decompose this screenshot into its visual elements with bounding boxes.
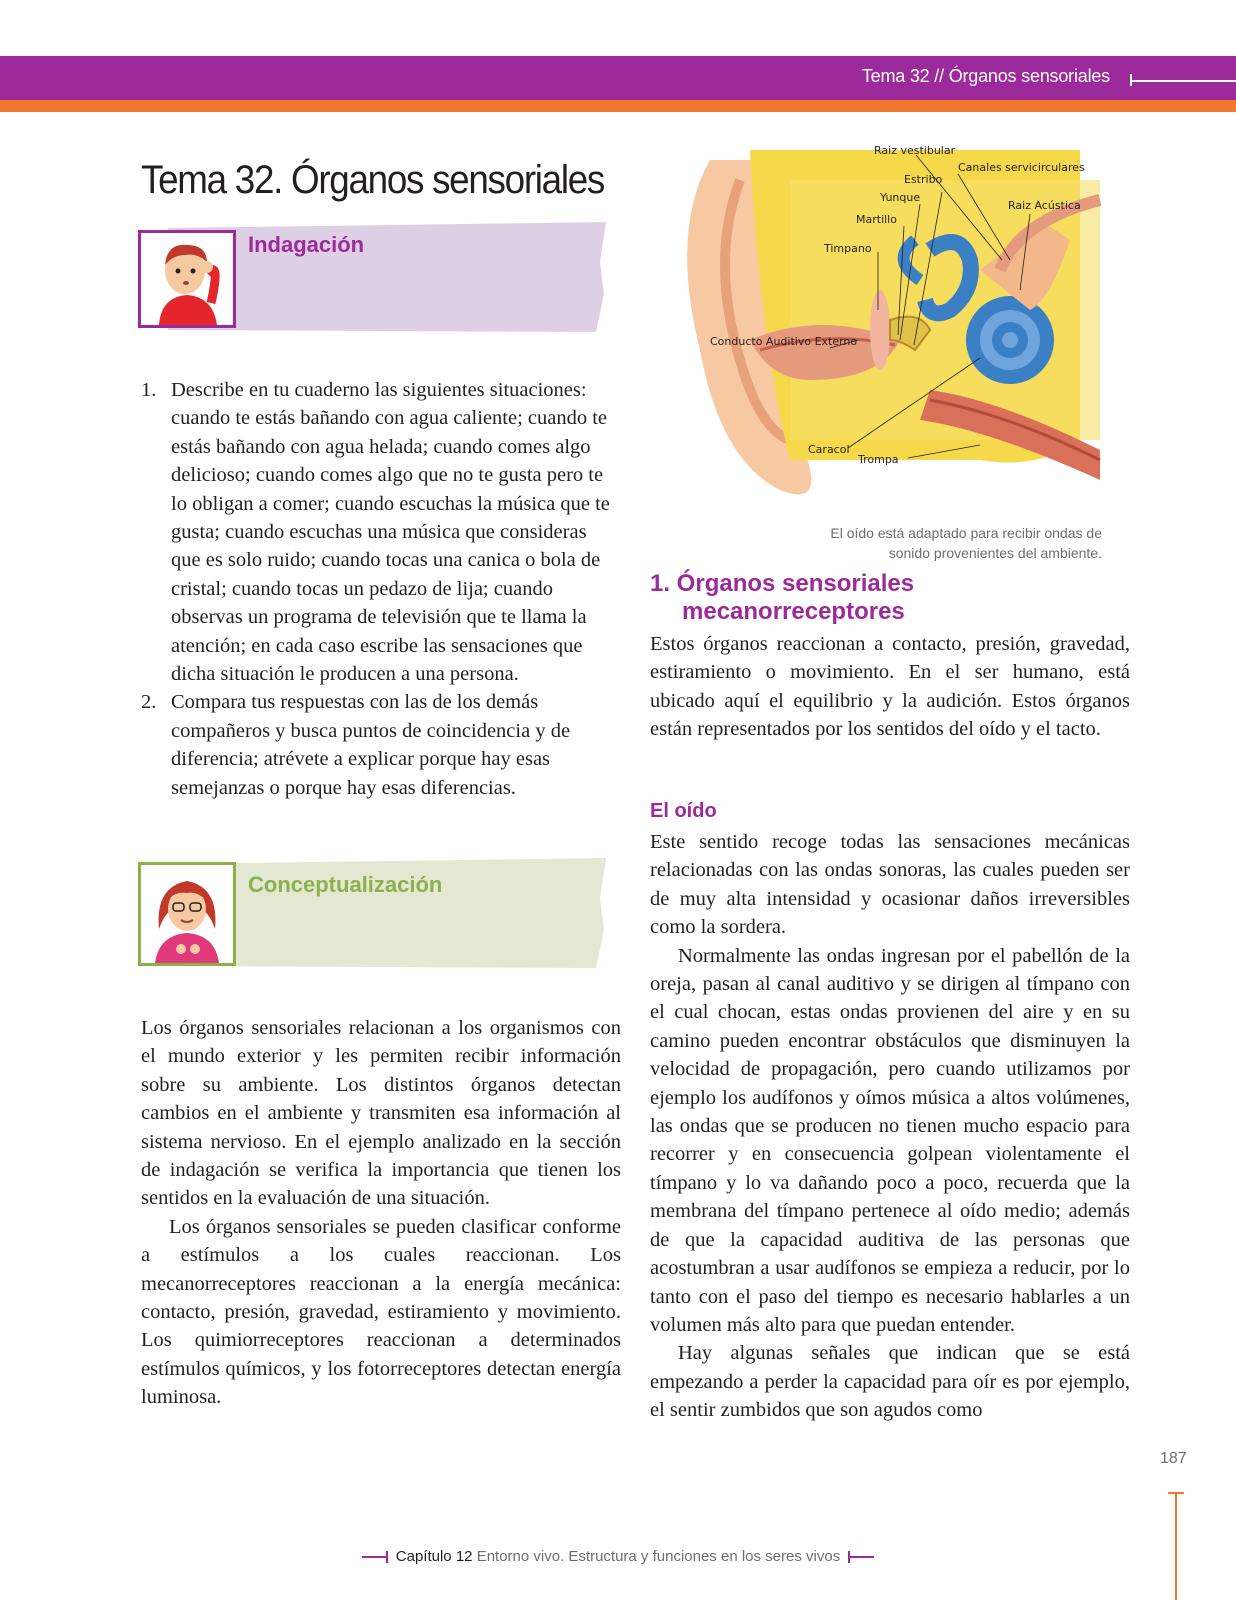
paragraph: Normalmente las ondas ingresan por el pabellón de la oreja, pasan al canal auditivo y se dirigen al tímpano con el cual chocan, estas ondas provienen del aire y en su camino pueden encontrar obstáculos que disminuyen la velocidad de propagación, pero cuando utilizamos por ejemplo los audífonos y oímos música a altos volúmenes, las ondas que se producen no tienen mucho espacio para recorrer y en consecuencia golpean violentamente el tímpano y lo va dañando poco a poco, recuerda que la membrana del tímpano pertenece al oído medio; además de que la capacidad auditiva de las personas que acostumbran a usar audífonos se empieza a reducir, por lo tanto con el paso del tiempo es necesario hablarles a un volumen más alto para que puedan entender. xyxy=(650,944,1130,1336)
label-timpano: Timpano xyxy=(824,242,872,255)
page-footer xyxy=(0,1548,1236,1565)
header-rule xyxy=(1130,80,1236,82)
label-caracol: Caracol xyxy=(808,443,850,456)
indagacion-label: Indagación xyxy=(248,232,365,257)
footer-chapter: Capítulo 12 xyxy=(395,1548,473,1565)
label-canales: Canales servicirculares xyxy=(958,161,1085,174)
footer-rule-right xyxy=(848,1556,874,1558)
figure-caption: El oído está adaptado para recibir ondas de sonido provenientes del ambiente. xyxy=(830,525,1102,561)
indagacion-panel xyxy=(138,222,608,332)
paragraph: Los órganos sensoriales relacionan a los organismos con el mundo exterior y les permiten recibir información sobre su ambiente. Los distintos órganos detectan cambios en el ambiente y transmiten esa información al sistema nervioso. En el ejemplo analizado en la sección de indagación se verifica la importancia que tienen los sentidos en la evaluación de una situación. xyxy=(141,1017,621,1210)
footer-chapter-title: Entorno vivo. Estructura y funciones en los seres vivos xyxy=(476,1548,841,1565)
header-orange-stripe xyxy=(0,100,1236,112)
oido-text xyxy=(650,828,1130,1425)
section-heading: 1. Órganos sensoriales mecanorreceptores xyxy=(650,570,915,625)
list-item: 1. Describe en tu cuaderno las siguientes situaciones: cuando te estás bañando con agua caliente; cuando te estás bañando con agua helada; cuando comes algo delicioso; cuando comes algo que no te gusta pero te lo obligan a comer; cuando escuchas la música que te gusta; cuando escuchas una música que consideras que es solo ruido; cuando tocas una canica o bola de cristal; cuando tocas un pedazo de lija; cuando observas un programa de televisión que te llama la atención; en cada caso escribe las sensaciones que dicha situación le producen a una persona. xyxy=(141,379,610,686)
ear-anatomy-figure xyxy=(680,140,1110,520)
conceptualizacion-avatar xyxy=(138,862,236,966)
section1-text xyxy=(650,630,1130,744)
list-item: 2. Compara tus respuestas con las de los demás compañeros y busca puntos de coincidencia y de diferencia; atrévete a explicar porque hay esas semejanzas o porque hay esas diferencias. xyxy=(141,691,571,799)
indagacion-avatar xyxy=(138,230,236,328)
boy-thinking-icon xyxy=(141,233,233,325)
running-title: Tema 32 // Órganos sensoriales xyxy=(861,66,1110,86)
conceptualizacion-label: Conceptualización xyxy=(248,872,443,897)
label-estribo: Estribo xyxy=(904,173,943,186)
footer-rule-left xyxy=(362,1556,388,1558)
paragraph: Hay algunas señales que indican que se está empezando a perder la capacidad para oír es por ejemplo, el sentir zumbidos que son agudos como xyxy=(650,1342,1130,1422)
conceptualizacion-text xyxy=(141,1014,621,1412)
conceptualizacion-panel xyxy=(138,858,608,968)
indagacion-list xyxy=(141,376,621,802)
paragraph: Este sentido recoge todas las sensaciones mecánicas relacionadas con las ondas sonoras, las cuales pueden ser de muy alta intensidad y ocasionar daños irreversibles como la sordera. xyxy=(650,831,1130,939)
label-conducto: Conducto Auditivo Externo xyxy=(710,335,858,348)
label-raiz-acustica: Raiz Acústica xyxy=(1008,199,1081,212)
subsection-heading: El oído xyxy=(650,800,717,822)
paragraph: Los órganos sensoriales se pueden clasificar conforme a estímulos a los cuales reaccionan. Los mecanorreceptores reaccionan a la energía mecánica: contacto, presión, gravedad, estiramiento y movimiento. Los quimiorreceptores reaccionan a determinados estímulos químicos, y los fotorreceptores detectan energía luminosa. xyxy=(141,1215,621,1409)
girl-teacher-icon xyxy=(141,865,233,963)
page-number: 187 xyxy=(1160,1450,1187,1467)
label-raiz-vestibular: Raiz vestibular xyxy=(874,144,956,157)
margin-rule xyxy=(1175,1492,1177,1600)
label-yunque: Yunque xyxy=(880,191,921,204)
label-martillo: Martillo xyxy=(856,213,897,226)
page-title: Tema 32. Órganos sensoriales xyxy=(141,158,605,202)
paragraph: Estos órganos reaccionan a contacto, presión, gravedad, estiramiento o movimiento. En el ser humano, está ubicado aquí el equilibrio y la audición. Estos órganos están representados por los sentidos del oído y el tacto. xyxy=(650,633,1130,741)
label-trompa: Trompa xyxy=(858,453,899,466)
